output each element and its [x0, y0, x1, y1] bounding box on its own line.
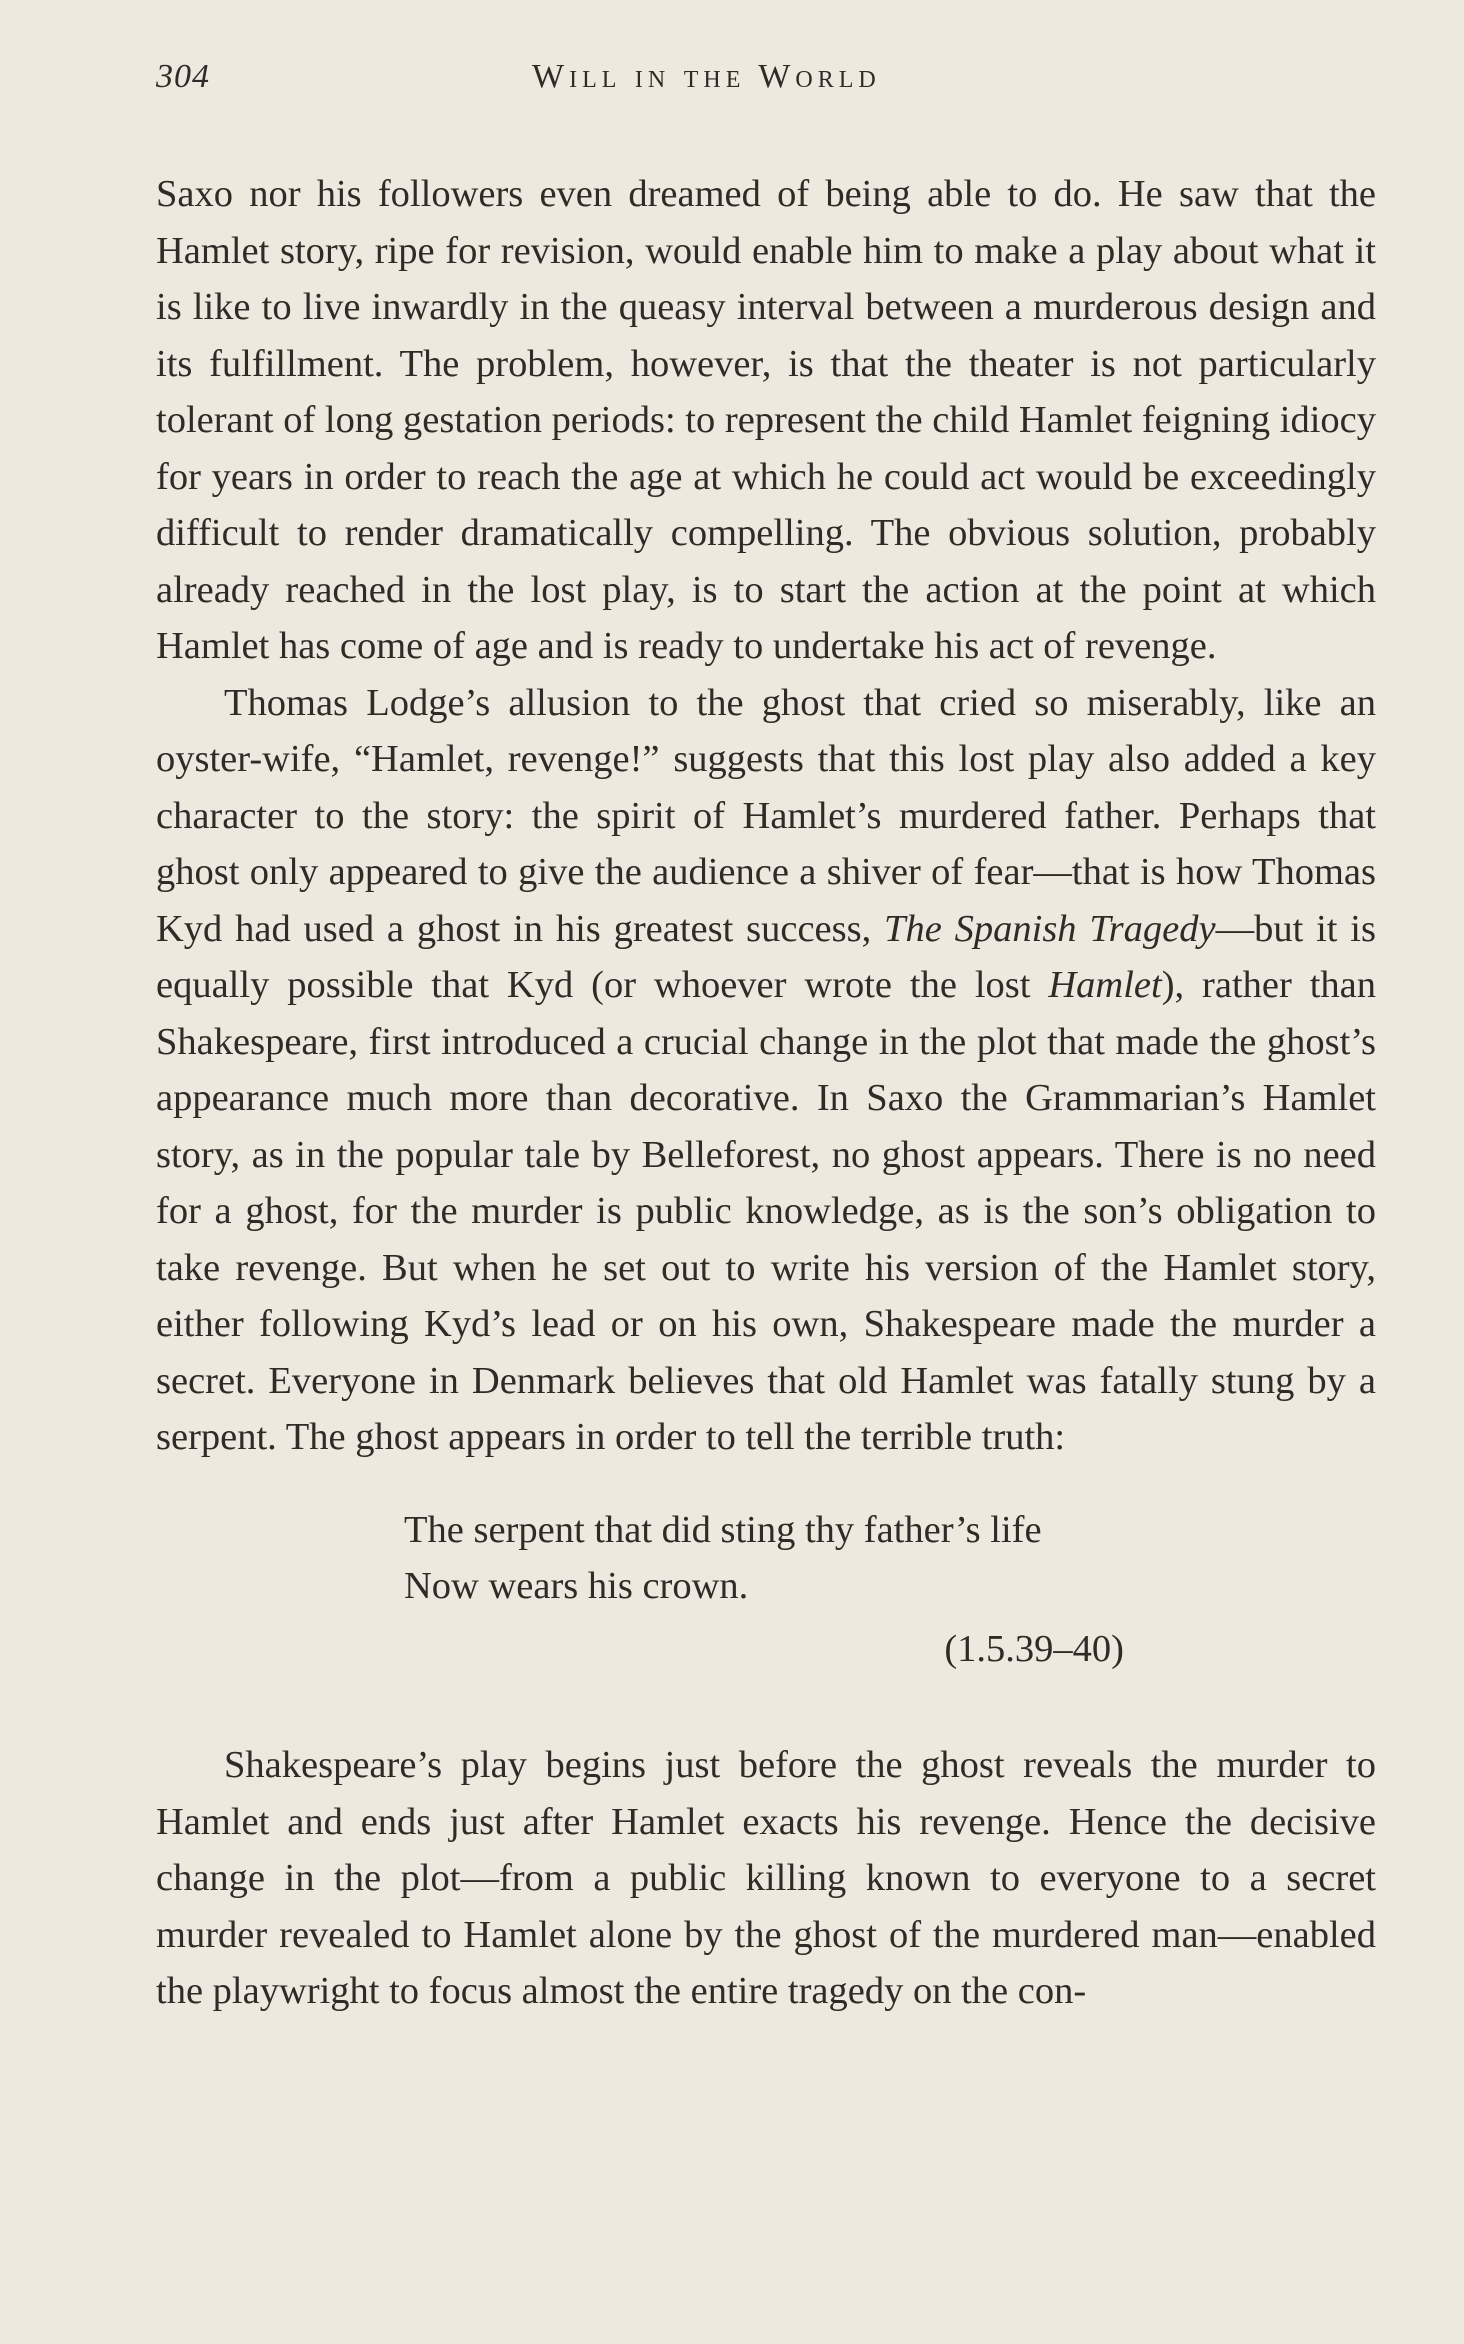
title-spanish-tragedy: The Spanish Tragedy — [884, 907, 1216, 950]
paragraph-2-text-a: Thomas Lodge’s allusion to the ghost that cried so miserably, like an oyster-wife, “Hamlet, revenge!” suggests that this lost play also added a key character to the story: the spirit of Hamlet’s murdered father. Perhaps that ghost only appeared to give the audience a shiver of fear—that is how Thomas Kyd had used a ghost in his greatest success, — [156, 681, 1376, 950]
quote-citation: (1.5.39–40) — [944, 1627, 1124, 1670]
paragraph-2 — [156, 675, 1376, 1466]
quote-line-1: The serpent that did sting thy father’s life — [404, 1508, 1042, 1551]
paragraph-2-text-c: ), rather than Shakespeare, first introduced a crucial change in the plot that made the ghost’s appearance much more than decorative. In Saxo the Grammarian’s Hamlet story, as in the popular tale by Belleforest, no ghost appears. There is no need for a ghost, for the murder is public knowledge, as is the son’s obligation to take revenge. But when he set out to write his version of the Hamlet story, either following Kyd’s lead or on his own, Shakespeare made the murder a secret. Everyone in Denmark believes that old Hamlet was fatally stung by a serpent. The ghost appears in order to tell the terrible truth: — [156, 964, 1377, 1458]
running-title: Will in the World — [532, 58, 881, 95]
paragraph-1 — [156, 166, 1376, 675]
title-hamlet: Hamlet — [1048, 964, 1162, 1006]
paragraph-1-text: Saxo nor his followers even dreamed of being able to do. He saw that the Hamlet story, ripe for revision, would enable him to make a play about what it is like to live inwardly in the queasy interval between a murderous design and its fulfillment. The problem, however, is that the theater is not particularly tolerant of long gestation periods: to represent the child Hamlet feigning idiocy for years in order to reach the age at which he could act would be exceedingly difficult to render dramatically compelling. The obvious solution, probably already reached in the lost play, is to start the action at the point at which Hamlet has come of age and is ready to undertake his act of revenge. — [156, 173, 1376, 667]
page-number: 304 — [156, 58, 210, 95]
page-header — [156, 58, 1376, 108]
paragraph-2-text-b: —but it is equally possible that Kyd (or whoever wrote the lost — [156, 907, 1376, 1006]
paragraph-3: Shakespeare’s play begins just before the ghost reveals the murder to Hamlet and ends just after Hamlet exacts his revenge. Hence the decisive change in the plot—from a public killing known to everyone to a secret murder revealed to Hamlet alone by the ghost of the murdered man—enabled the playwright to focus almost the entire tragedy on the con- — [156, 1744, 1376, 2012]
block-quote — [404, 1502, 1124, 1678]
body-text — [156, 166, 1376, 2020]
quote-line-2: Now wears his crown. — [404, 1565, 749, 1607]
